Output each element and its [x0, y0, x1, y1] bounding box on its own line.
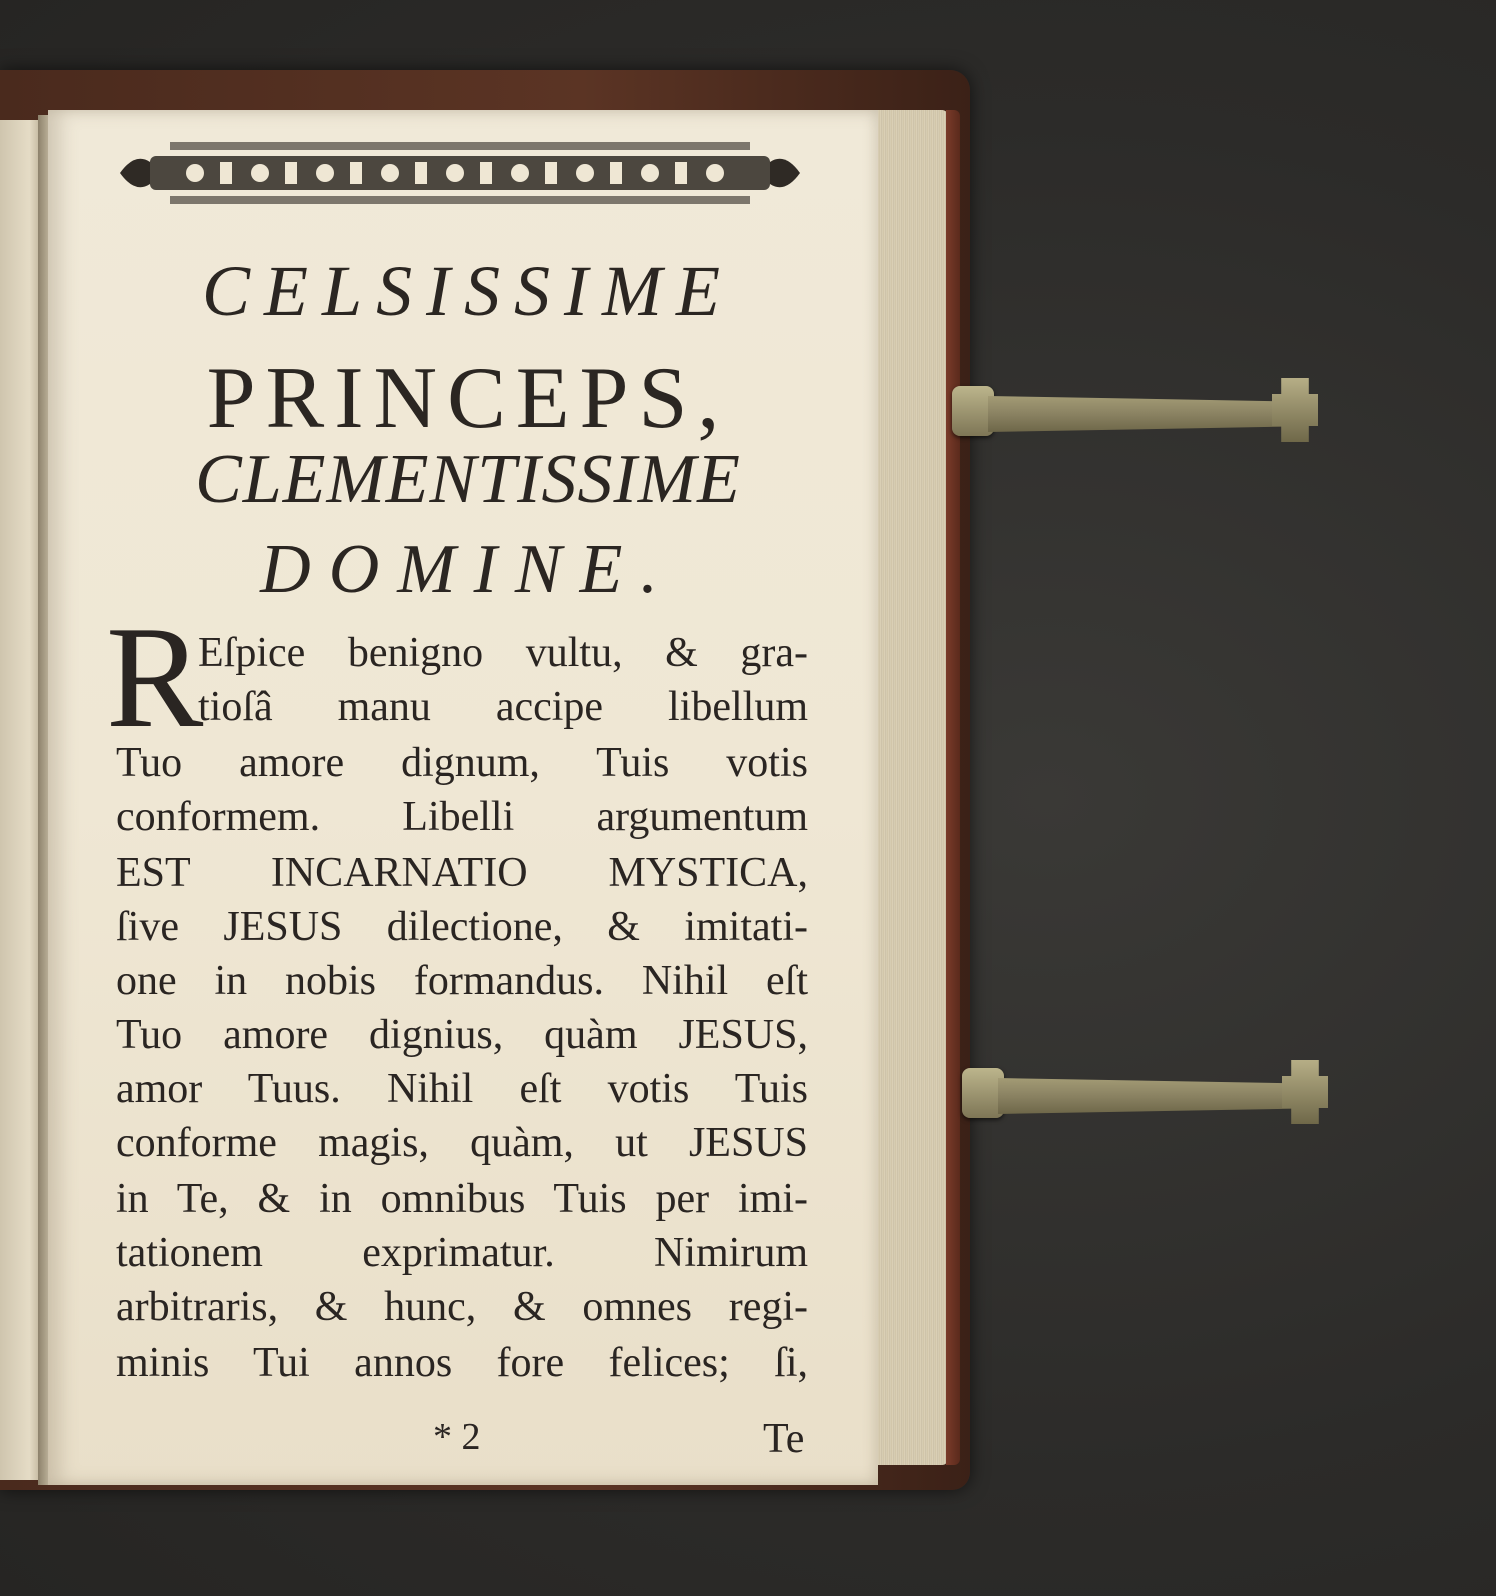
text-line-13: arbitraris, & hunc, & omnes regi-	[116, 1284, 808, 1330]
text-line-11: in Te, & in omnibus Tuis per imi-	[116, 1176, 808, 1222]
drop-cap: R	[106, 596, 204, 758]
text-line-6: ſive JESUS dilectione, & imitati-	[116, 904, 808, 950]
text-line-4: conformem. Libelli argumentum	[116, 794, 808, 840]
book-page	[48, 110, 878, 1485]
page-edges	[870, 110, 948, 1465]
text-line-8: Tuo amore dignius, quàm JESUS,	[116, 1012, 808, 1058]
signature-mark: * 2	[433, 1416, 481, 1458]
text-line-12: tationem exprimatur. Nimirum	[116, 1230, 808, 1276]
text-line-5: EST INCARNATIO MYSTICA,	[116, 850, 808, 896]
clasp-hinge	[952, 386, 994, 436]
heading-line-2: PRINCEPS,	[206, 350, 730, 447]
heading-line-1: CELSISSIME	[202, 251, 734, 331]
heading-line-4: DOMINE.	[260, 531, 676, 608]
text-line-14: minis Tui annos fore felices; ſi,	[116, 1340, 808, 1386]
clasp-bar	[988, 396, 1288, 432]
text-line-3: Tuo amore dignum, Tuis votis	[116, 740, 808, 786]
text-line-9: amor Tuus. Nihil eſt votis Tuis	[116, 1066, 808, 1112]
headpiece-ornament	[110, 132, 810, 214]
catchword: Te	[763, 1416, 805, 1462]
text-line-2: tioſâ manu accipe libellum	[198, 684, 808, 730]
heading-line-3: CLEMENTISSIME	[195, 441, 741, 518]
clasp-hinge	[962, 1068, 1004, 1118]
text-line-1: Eſpice benigno vultu, & gra-	[198, 630, 808, 676]
text-line-7: one in nobis formandus. Nihil eſt	[116, 958, 808, 1004]
text-line-10: conforme magis, quàm, ut JESUS	[116, 1120, 808, 1166]
facing-page-edge	[0, 120, 42, 1480]
clasp-bar	[998, 1078, 1298, 1114]
